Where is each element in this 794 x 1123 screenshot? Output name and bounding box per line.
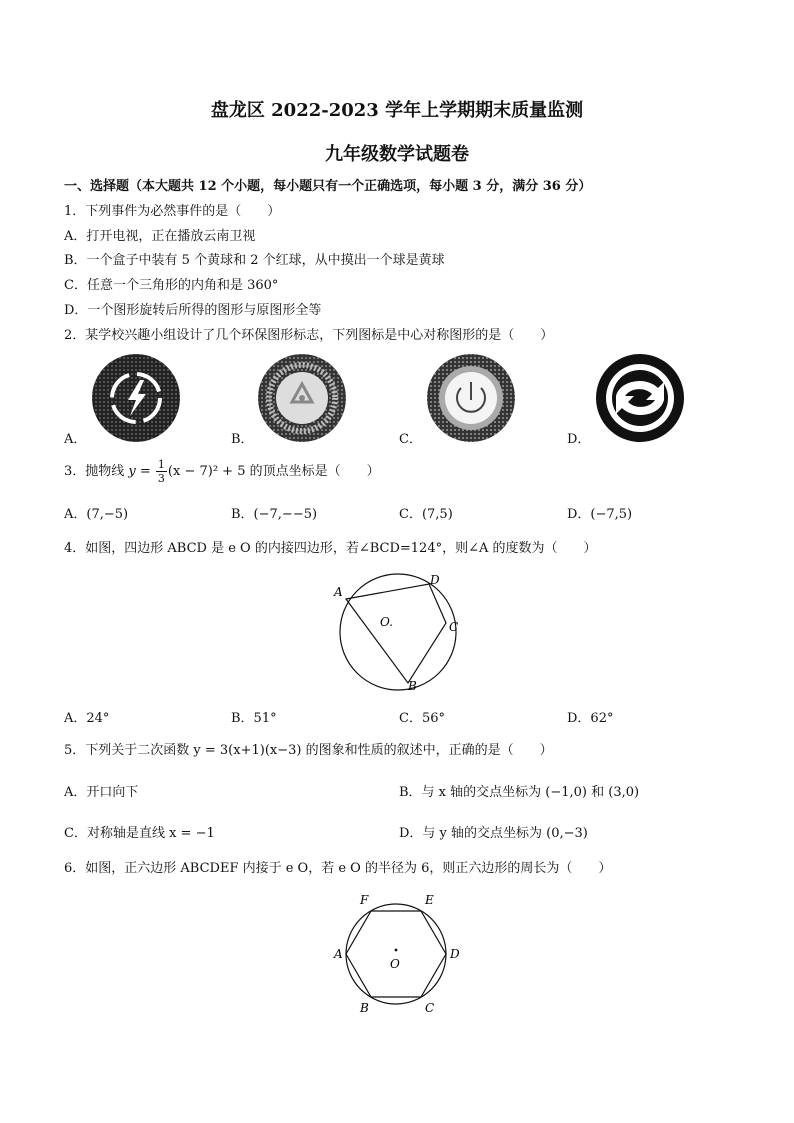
point-d-label: D (450, 947, 460, 961)
page-title: 盘龙区 2022-2023 学年上学期期末质量监测 (210, 100, 584, 121)
question-2-option-c: C． (399, 432, 422, 447)
question-5-option-c: C．对称轴是直线 x = −1 (64, 826, 215, 841)
question-1-option-d: D．一个图形旋转后所得的图形与原图形全等 (64, 303, 322, 318)
rotate-arrows-icon (594, 352, 686, 444)
fraction-one-third: $\frac{1}{3}$ (157, 458, 165, 485)
question-3-option-d: D．(−7,5) (567, 507, 633, 522)
page-subtitle: 九年级数学试题卷 (325, 144, 469, 165)
question-5-option-d: D．与 y 轴的交点坐标为 (0,−3) (399, 826, 588, 841)
question-5-option-b: B．与 x 轴的交点坐标为 (−1,0) 和 (3,0) (399, 785, 640, 800)
question-4-stem: 4．如图，四边形 ABCD 是 e O 的内接四边形，若∠BCD=124°，则∠A 的度数为（ ） (64, 541, 597, 556)
power-icon (425, 352, 517, 444)
lightning-recycle-icon (90, 352, 182, 444)
point-b-label: B (408, 679, 417, 693)
point-c-label: C (449, 620, 459, 634)
center-o-label: O (390, 957, 400, 971)
point-b-label: B (360, 1001, 369, 1015)
point-c-label: C (425, 1001, 435, 1015)
question-1-option-b: B．一个盒子中装有 5 个黄球和 2 个红球，从中摸出一个球是黄球 (64, 253, 445, 268)
question-1-stem: 1．下列事件为必然事件的是（ ） (64, 204, 281, 219)
point-a-label: A (334, 947, 343, 961)
question-3-option-b: B．(−7,−−5) (231, 507, 318, 522)
question-4-option-a: A．24° (64, 711, 110, 726)
question-3-option-a: A．(7,−5) (64, 507, 129, 522)
question-2-option-b: B． (231, 432, 254, 447)
question-6-stem: 6．如图，正六边形 ABCDEF 内接于 e O，若 e O 的半径为 6，则正六边形的周长为（ ） (64, 861, 612, 876)
inscribed-hexagon-diagram (330, 888, 466, 1018)
question-4-option-c: C．56° (399, 711, 445, 726)
point-e-label: E (425, 893, 434, 907)
question-2-option-a: A． (64, 432, 87, 447)
section-heading: 一、选择题（本大题共 12 个小题，每小题只有一个正确选项，每小题 3 分，满分 36 分） (64, 179, 592, 194)
question-4-option-b: B．51° (231, 711, 277, 726)
question-3-option-c: C．(7,5) (399, 507, 453, 522)
point-f-label: F (360, 893, 369, 907)
center-o-label: O. (380, 615, 393, 629)
question-2-option-d: D． (567, 432, 591, 447)
point-d-label: D (430, 573, 440, 587)
point-a-label: A (334, 585, 343, 599)
question-5-option-a: A．开口向下 (64, 785, 139, 800)
question-5-stem: 5．下列关于二次函数 y = 3(x+1)(x−3) 的图象和性质的叙述中，正确的是（ ） (64, 743, 553, 758)
inscribed-quadrilateral-diagram (326, 568, 476, 696)
question-1-option-c: C．任意一个三角形的内角和是 360° (64, 278, 279, 293)
question-3-stem: 3．抛物线 y = $\frac{1}{3}$ (x − 7)² + 5 的顶点坐标是（ ） (64, 458, 380, 485)
question-1-option-a: A．打开电视，正在播放云南卫视 (64, 229, 256, 244)
recycle-icon (256, 352, 348, 444)
question-4-option-d: D．62° (567, 711, 614, 726)
question-2-stem: 2．某学校兴趣小组设计了几个环保图形标志，下列图标是中心对称图形的是（ ） (64, 328, 554, 343)
